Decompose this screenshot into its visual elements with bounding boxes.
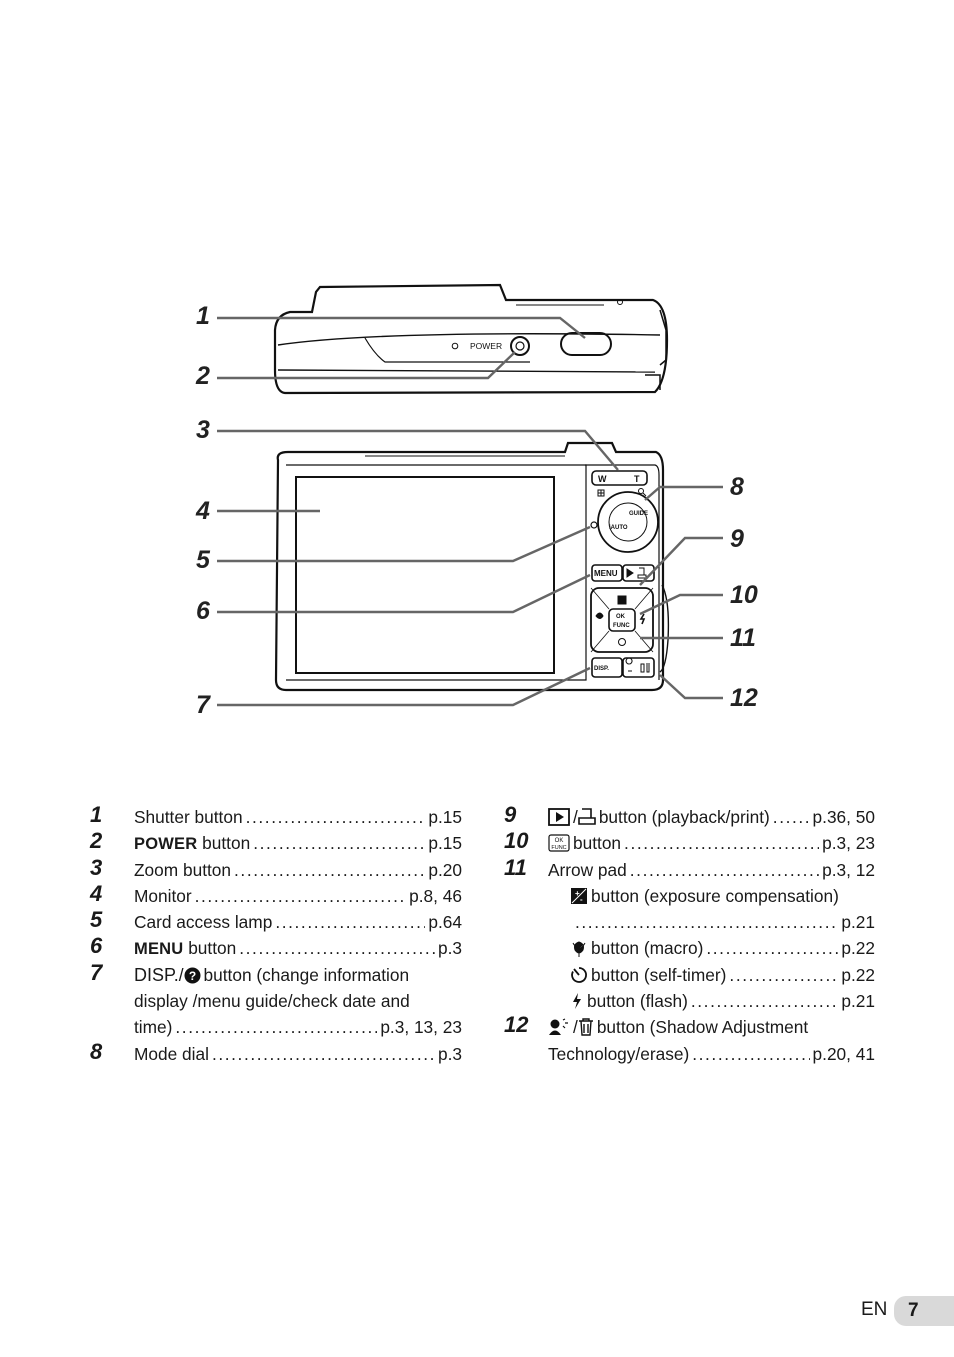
legend-number: 9 <box>504 802 517 827</box>
legend-name: Shutter button <box>134 807 243 827</box>
legend-number: 1 <box>90 802 103 827</box>
legend-name: button (flash) <box>587 991 688 1012</box>
legend-name: button (exposure compensation) <box>591 885 839 906</box>
legend-page: p.3, 12 <box>822 859 875 880</box>
erase-icon <box>578 1018 594 1036</box>
func-label: FUNC <box>613 623 630 629</box>
power-lamp <box>452 343 458 349</box>
legend-item <box>90 935 462 961</box>
legend-item-cont <box>504 909 875 935</box>
legend-page: p.21 <box>841 912 875 933</box>
mode-auto-label: iAUTO <box>609 525 628 531</box>
self-timer-icon <box>570 966 588 984</box>
legend-number: 7 <box>90 959 103 985</box>
shadow-adjustment-icon <box>548 1018 570 1036</box>
card-access-lamp <box>591 522 597 528</box>
legend-page: p.36, 50 <box>812 807 875 827</box>
svg-text:FUNC: FUNC <box>551 845 567 852</box>
legend-number: 5 <box>90 907 103 933</box>
legend-page: p.8, 46 <box>409 885 462 906</box>
legend-name: Monitor <box>134 885 192 906</box>
playback-icon <box>548 808 570 826</box>
legend-page: p.22 <box>841 964 875 985</box>
legend-name: button <box>197 833 251 854</box>
legend-item-cont <box>90 1014 462 1040</box>
help-icon <box>184 967 201 984</box>
legend-page: p.15 <box>428 833 462 854</box>
callout-5: 5 <box>196 546 210 574</box>
legend-page: p.3 <box>437 1043 462 1064</box>
legend-item-cont <box>504 1041 875 1067</box>
legend-name: button (macro) <box>591 938 704 959</box>
legend-item <box>504 830 875 856</box>
legend-page: p.3, 23 <box>822 833 875 854</box>
legend-name: display /menu guide/check date and <box>134 991 410 1012</box>
power-bold-label: POWER <box>134 835 198 854</box>
callout-2: 2 <box>196 362 210 390</box>
legend-page: p.3, 13, 23 <box>380 1017 462 1038</box>
legend-right <box>504 804 875 1067</box>
legend-page: p.22 <box>841 938 875 959</box>
menu-label: MENU <box>594 569 618 578</box>
legend-item <box>90 804 462 830</box>
legend-page: p.20 <box>428 859 462 880</box>
camera-back-view <box>276 443 668 690</box>
legend-name: button <box>573 833 622 854</box>
macro-icon <box>570 939 588 957</box>
legend-number: 12 <box>504 1012 529 1038</box>
legend-item <box>504 962 875 988</box>
legend-number: 6 <box>90 933 103 959</box>
callout-8: 8 <box>730 473 744 501</box>
legend-number: 2 <box>90 828 103 854</box>
legend-number: 4 <box>90 880 103 906</box>
disp-label: DISP. <box>594 666 609 672</box>
legend-item <box>90 880 462 909</box>
callout-10: 10 <box>730 581 758 609</box>
legend-name: Card access lamp <box>134 912 273 933</box>
legend-left <box>90 804 462 1067</box>
legend-item <box>90 1038 462 1067</box>
legend-name: Technology/erase) <box>548 1043 690 1064</box>
legend-item <box>90 909 462 935</box>
callout-6: 6 <box>196 597 210 625</box>
legend-item <box>90 830 462 856</box>
legend-page: p.64 <box>428 912 462 933</box>
page-number: 7 <box>894 1296 954 1326</box>
legend-item <box>90 854 462 883</box>
legend-item <box>504 935 875 961</box>
legend-item: 12 / button (Shadow Adjustment <box>504 1012 809 1038</box>
legend-page: p.15 <box>428 807 462 827</box>
print-icon <box>578 808 596 826</box>
zoom-wide-label: W <box>598 474 607 484</box>
legend-page: p.21 <box>841 991 875 1012</box>
legend-name: Mode dial <box>134 1043 209 1064</box>
legend-number: 10 <box>504 828 529 854</box>
legend-name: Zoom button <box>134 859 232 880</box>
callout-3: 3 <box>196 416 210 444</box>
callout-4: 4 <box>196 497 210 525</box>
legend-name: button (change information <box>203 964 410 985</box>
legend-item-cont <box>90 988 462 1014</box>
legend-number: 3 <box>90 854 103 880</box>
flash-icon <box>570 992 584 1010</box>
legend-page: p.20, 41 <box>812 1043 875 1064</box>
legend-item: 7 DISP./ ? button (change information <box>90 959 410 985</box>
svg-text:?: ? <box>188 968 196 983</box>
ok-label: OK <box>616 614 625 620</box>
callout-12: 12 <box>730 684 758 712</box>
zoom-tele-label: T <box>634 474 640 484</box>
legend-name: button (Shadow Adjustment <box>596 1017 809 1038</box>
svg-text:+: + <box>575 888 580 898</box>
mode-dial-shape[interactable] <box>598 492 658 552</box>
legend-name: Arrow pad <box>548 859 627 880</box>
callout-7: 7 <box>196 691 210 719</box>
svg-text:OK: OK <box>554 838 564 845</box>
legend-item: 9 / button (playback/print) . . . p.36, 50 <box>504 804 875 830</box>
legend-page: p.3 <box>437 938 462 959</box>
mode-guide-label: GUIDE <box>629 511 649 517</box>
monitor-screen <box>296 477 554 673</box>
legend-number: 8 <box>90 1038 103 1064</box>
legend-item <box>504 854 875 883</box>
power-label: POWER <box>470 341 503 351</box>
legend-name: button <box>183 938 237 959</box>
callout-1: 1 <box>196 302 210 330</box>
legend-name: time) <box>134 1017 173 1038</box>
svg-text:-: - <box>580 894 583 904</box>
legend-item <box>504 988 875 1014</box>
legend-name: button (self-timer) <box>591 964 727 985</box>
exposure-compensation-icon <box>570 887 588 905</box>
menu-bold-label: MENU <box>134 940 184 959</box>
legend-number: 11 <box>504 854 527 880</box>
callout-11: 11 <box>730 624 756 652</box>
footer-language: EN <box>861 1299 888 1320</box>
disp-label-text: DISP. <box>134 964 179 985</box>
callout-9: 9 <box>730 525 744 553</box>
legend-item <box>504 883 875 909</box>
ok-func-icon <box>548 834 570 852</box>
legend-name: button (playback/print) <box>598 807 770 827</box>
shutter-button-shape[interactable] <box>561 333 611 355</box>
